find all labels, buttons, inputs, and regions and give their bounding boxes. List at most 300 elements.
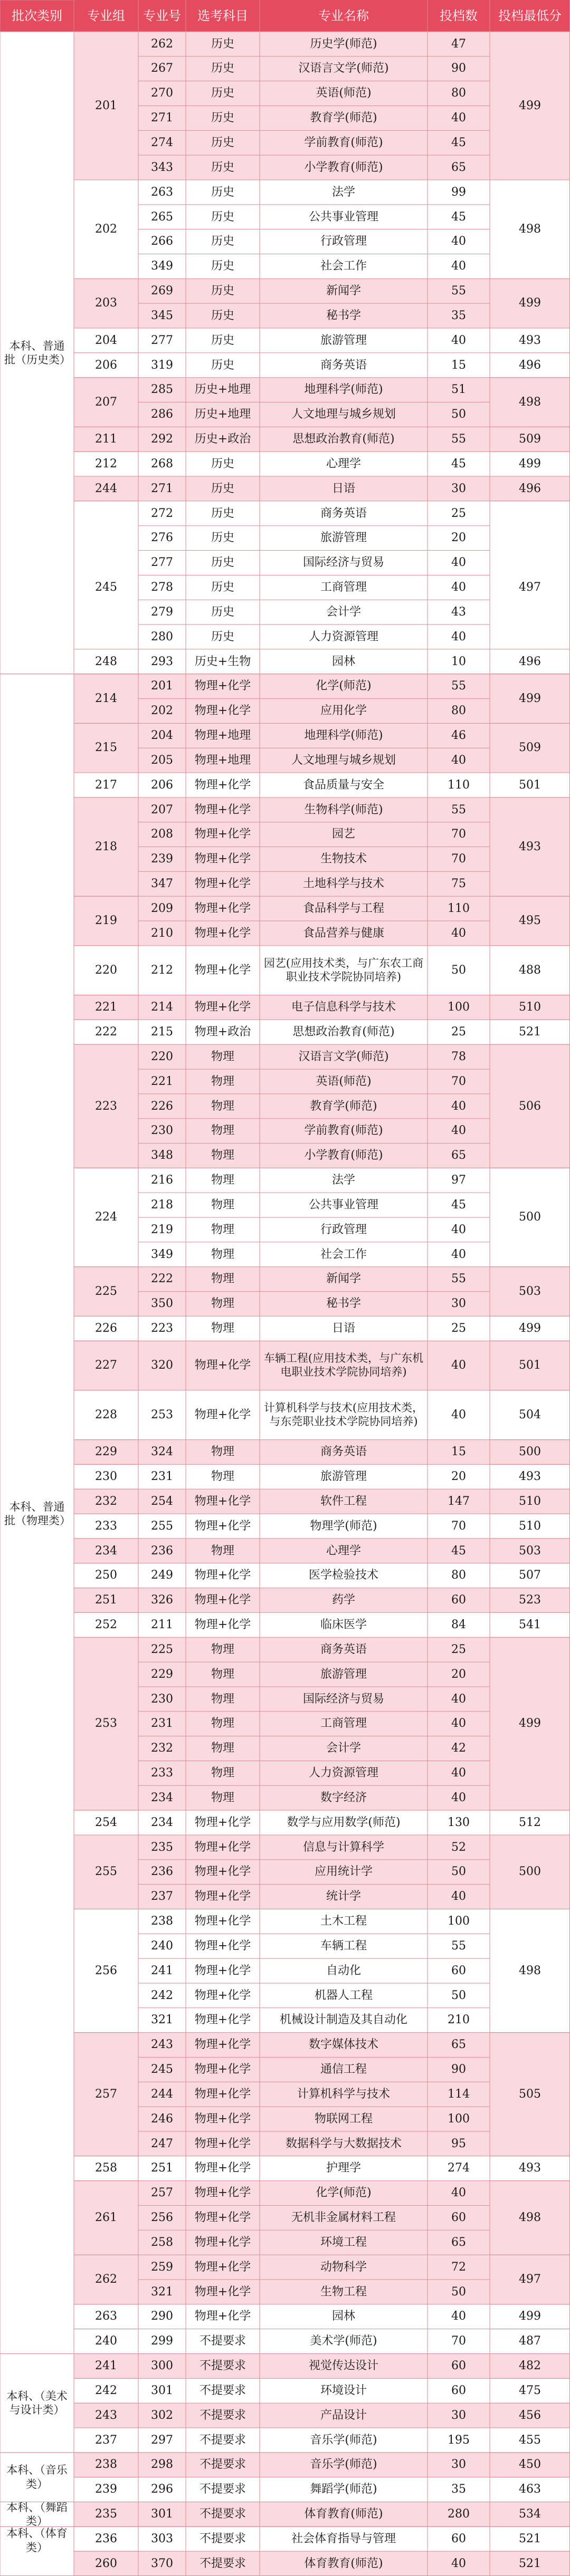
group-code: 228: [95, 1408, 117, 1421]
admission-count: 84: [451, 1618, 466, 1632]
major-name: 商务英语: [260, 1440, 428, 1465]
major-number: 219: [151, 1223, 173, 1236]
major-name: 物理学(师范): [310, 1519, 377, 1533]
group-code: 256: [95, 1964, 117, 1977]
min-score: 505: [490, 2033, 570, 2156]
admission-count: 45: [451, 1198, 466, 1212]
admission-count: 25: [428, 1637, 490, 1662]
subject-requirement: 物理+化学: [194, 1408, 251, 1421]
subject-requirement: 物理: [186, 1539, 260, 1563]
major-name: 会计学: [260, 1736, 428, 1761]
admission-count: 55: [428, 1267, 490, 1292]
min-score: 493: [519, 2161, 541, 2175]
major-number: 209: [138, 896, 186, 921]
group-code: 248: [95, 655, 117, 668]
major-name: 会计学: [326, 605, 361, 619]
group-code: 206: [95, 358, 117, 372]
subject-requirement: 物理+化学: [186, 1341, 260, 1390]
admission-count: 110: [448, 778, 470, 792]
major-number: 232: [138, 1736, 186, 1761]
admission-count: 100: [448, 1915, 470, 1928]
major-name: 园林: [331, 2310, 355, 2323]
major-number: 235: [138, 1835, 186, 1860]
major-number: 236: [138, 1860, 186, 1885]
major-name: 动物科学: [260, 2255, 428, 2280]
admission-count: 50: [428, 402, 490, 427]
subject-requirement: 历史+生物: [194, 655, 251, 668]
admission-count: 35: [428, 303, 490, 328]
major-name: 社会工作: [320, 1247, 367, 1261]
subject-requirement: 历史: [186, 56, 260, 81]
min-score: 498: [490, 378, 570, 427]
subject-requirement: 物理: [186, 1119, 260, 1143]
major-number: 251: [151, 2161, 173, 2175]
major-number: 244: [138, 2082, 186, 2107]
admission-count: 72: [428, 2255, 490, 2280]
major-name: 工商管理: [320, 581, 367, 594]
group-code: 224: [95, 1210, 117, 1224]
major-name: 商务英语: [320, 506, 367, 520]
major-number: 271: [138, 476, 186, 501]
subject-requirement: 历史: [186, 130, 260, 155]
group-code: 211: [74, 427, 138, 451]
subject-requirement: 物理: [186, 1736, 260, 1761]
major-name: 视觉传达设计: [260, 2353, 428, 2378]
min-score: 455: [519, 2433, 541, 2447]
major-number: 257: [138, 2181, 186, 2206]
group-code: 240: [95, 2334, 117, 2348]
major-number: 302: [138, 2403, 186, 2428]
major-number: 326: [138, 1588, 186, 1613]
major-number: 245: [138, 2057, 186, 2082]
group-code: 233: [95, 1519, 117, 1533]
admission-count: 60: [451, 2532, 466, 2545]
major-name: 地理科学(师范): [260, 378, 428, 402]
subject-requirement: 不提要求: [186, 2403, 260, 2428]
subject-requirement: 物理+化学: [186, 2230, 260, 2255]
admission-count: 65: [428, 2230, 490, 2255]
major-name: 软件工程: [260, 1489, 428, 1514]
batch-category: 本科、（音乐类）: [6, 2464, 68, 2491]
admission-count: 97: [451, 1174, 466, 1187]
major-name: 化学(师范): [260, 674, 428, 699]
subject-requirement: 物理+化学: [186, 2131, 260, 2156]
major-number: 226: [138, 1094, 186, 1119]
subject-requirement: 物理+化学: [186, 2255, 260, 2280]
major-number: 206: [151, 778, 173, 792]
header-cell-7: 投档最低分: [490, 0, 570, 32]
admission-count: 40: [428, 1341, 490, 1390]
admission-count: 80: [428, 699, 490, 724]
admission-count: 90: [428, 2057, 490, 2082]
admission-count: 47: [428, 32, 490, 56]
admission-count: 60: [451, 1964, 466, 1977]
major-name: 教育学(师范): [260, 106, 428, 131]
major-name: 产品设计: [260, 2403, 428, 2428]
admission-count: 280: [428, 2502, 490, 2526]
admission-count: 114: [428, 2082, 490, 2107]
major-number: 237: [138, 1885, 186, 1909]
group-code: 212: [95, 457, 117, 470]
min-score: 498: [490, 2181, 570, 2255]
subject-requirement: 物理: [186, 1687, 260, 1712]
admission-count: 40: [428, 1119, 490, 1143]
header-cell-1: 批次类别: [0, 0, 74, 32]
admission-count: 195: [448, 2433, 470, 2447]
major-name: 社会体育指导与管理: [291, 2532, 396, 2545]
major-name: 生物工程: [260, 2280, 428, 2304]
min-score: 497: [519, 581, 541, 594]
min-score: 510: [490, 995, 570, 1020]
major-number: 223: [151, 1322, 173, 1335]
subject-requirement: 历史: [211, 235, 234, 248]
admission-count: 52: [428, 1835, 490, 1860]
group-code: 260: [74, 2551, 138, 2576]
major-name: 应用统计学: [260, 1860, 428, 1885]
subject-requirement: 历史: [186, 476, 260, 501]
batch-category: 本科、普通批（历史类）: [4, 339, 71, 366]
subject-requirement: 不提要求: [199, 2334, 246, 2348]
min-score: 501: [490, 1341, 570, 1390]
major-name: 医学检验技术: [308, 1569, 378, 1582]
subject-requirement: 不提要求: [186, 2551, 260, 2576]
admission-count: 90: [428, 56, 490, 81]
major-number: 258: [138, 2230, 186, 2255]
major-name: 通信工程: [260, 2057, 428, 2082]
admission-count: 60: [428, 2353, 490, 2378]
major-number: 324: [138, 1440, 186, 1465]
group-code: 220: [95, 963, 117, 977]
group-code: 202: [95, 222, 117, 236]
min-score: 512: [519, 1815, 541, 1829]
subject-requirement: 历史: [211, 556, 234, 570]
admission-count: 43: [451, 605, 466, 619]
admission-count: 45: [451, 457, 466, 470]
min-score: 521: [490, 2551, 570, 2576]
major-number: 280: [151, 630, 173, 643]
min-score: 450: [490, 2453, 570, 2477]
major-name: 食品营养与健康: [260, 921, 428, 946]
subject-requirement: 历史: [211, 358, 234, 372]
major-number: 286: [138, 402, 186, 427]
subject-requirement: 历史: [186, 155, 260, 180]
admission-count: 40: [428, 1712, 490, 1736]
group-code: 229: [74, 1440, 138, 1465]
major-number: 254: [138, 1489, 186, 1514]
major-name: 小学教育(师范): [260, 1143, 428, 1168]
subject-requirement: 不提要求: [199, 2433, 246, 2447]
subject-requirement: 物理: [186, 1637, 260, 1662]
subject-requirement: 历史: [186, 32, 260, 56]
min-score: 500: [490, 1440, 570, 1465]
major-number: 246: [138, 2107, 186, 2131]
subject-requirement: 物理+化学: [194, 1939, 251, 1953]
major-number: 320: [138, 1341, 186, 1390]
header-cell-2: 专业组: [74, 0, 138, 32]
admission-count: 20: [428, 1662, 490, 1687]
major-name: 思想政治教育(师范): [260, 427, 428, 451]
major-name: 思想政治教育(师范): [292, 1025, 395, 1039]
major-name: 心理学: [326, 457, 361, 470]
min-score: 499: [519, 1322, 541, 1335]
major-number: 229: [138, 1662, 186, 1687]
admission-count: 40: [428, 1785, 490, 1810]
subject-requirement: 物理+化学: [194, 778, 251, 792]
admission-count: 274: [448, 2161, 470, 2175]
subject-requirement: 物理: [211, 1247, 234, 1261]
major-name: 旅游管理: [320, 1470, 367, 1484]
admission-count: 130: [448, 1815, 470, 1829]
batch-category: 本科、（舞蹈类）: [6, 2502, 68, 2527]
min-score: 496: [519, 655, 541, 668]
subject-requirement: 物理+地理: [186, 748, 260, 773]
admission-count: 25: [451, 1322, 466, 1335]
min-score: 510: [490, 1489, 570, 1514]
major-number: 238: [151, 1915, 173, 1928]
major-number: 300: [138, 2353, 186, 2378]
group-code: 219: [74, 896, 138, 946]
subject-requirement: 历史: [211, 581, 234, 594]
major-number: 216: [151, 1174, 173, 1187]
major-number: 234: [138, 1785, 186, 1810]
admission-count: 25: [451, 506, 466, 520]
major-number: 208: [138, 822, 186, 847]
group-code: 258: [95, 2161, 117, 2175]
subject-requirement: 历史+政治: [186, 427, 260, 451]
admission-count: 78: [428, 1044, 490, 1069]
admission-count: 40: [428, 921, 490, 946]
min-score: 510: [519, 1519, 541, 1533]
major-name: 环境工程: [260, 2230, 428, 2255]
major-name: 英语(师范): [260, 1069, 428, 1094]
subject-requirement: 物理+化学: [186, 2107, 260, 2131]
major-name: 应用化学: [260, 699, 428, 724]
admission-count: 95: [428, 2131, 490, 2156]
min-score: 493: [519, 1470, 541, 1484]
admission-count: 40: [428, 1885, 490, 1909]
group-code: 243: [74, 2403, 138, 2428]
major-name: 行政管理: [320, 235, 367, 248]
subject-requirement: 物理: [211, 1174, 234, 1187]
major-number: 265: [151, 210, 173, 224]
subject-requirement: 物理+化学: [186, 1860, 260, 1885]
major-number: 347: [138, 871, 186, 896]
major-number: 269: [138, 278, 186, 303]
subject-requirement: 历史: [211, 457, 234, 470]
subject-requirement: 物理+化学: [186, 2082, 260, 2107]
major-number: 215: [151, 1025, 173, 1039]
subject-requirement: 历史: [211, 531, 234, 545]
min-score: 493: [519, 333, 541, 347]
subject-requirement: 历史: [211, 333, 234, 347]
group-code: 207: [74, 378, 138, 427]
subject-requirement: 物理+化学: [194, 1618, 251, 1632]
min-score: 509: [490, 427, 570, 451]
major-name: 车辆工程: [320, 1939, 367, 1953]
major-number: 271: [138, 106, 186, 131]
major-number: 266: [151, 235, 173, 248]
subject-requirement: 物理+化学: [186, 2181, 260, 2206]
admission-count: 60: [451, 2383, 466, 2397]
major-name: 体育教育(师范): [260, 2551, 428, 2576]
subject-requirement: 物理+化学: [186, 2033, 260, 2058]
major-number: 292: [138, 427, 186, 451]
major-name: 旅游管理: [320, 531, 367, 545]
min-score: 521: [519, 2532, 541, 2545]
group-code: 252: [95, 1618, 117, 1632]
min-score: 499: [490, 1637, 570, 1810]
subject-requirement: 物理+化学: [194, 1815, 251, 1829]
major-name: 人文地理与城乡规划: [260, 748, 428, 773]
admission-count: 35: [451, 2483, 466, 2496]
subject-requirement: 物理+化学: [186, 822, 260, 847]
min-score: 499: [490, 278, 570, 328]
subject-requirement: 物理: [186, 1712, 260, 1736]
major-name: 园艺: [260, 822, 428, 847]
major-name: 护理学: [326, 2161, 361, 2175]
admission-count: 80: [428, 81, 490, 106]
min-score: 504: [519, 1408, 541, 1421]
major-name: 学前教育(师范): [260, 130, 428, 155]
major-name: 地理科学(师范): [260, 723, 428, 748]
group-code: 257: [74, 2033, 138, 2156]
min-score: 499: [490, 674, 570, 724]
min-score: 493: [490, 797, 570, 896]
subject-requirement: 物理+化学: [194, 963, 251, 977]
admission-count: 65: [428, 2033, 490, 2058]
admission-count: 25: [451, 1025, 466, 1039]
subject-requirement: 历史: [186, 106, 260, 131]
major-number: 211: [151, 1618, 173, 1632]
major-number: 231: [138, 1712, 186, 1736]
group-code: 262: [74, 2255, 138, 2304]
major-number: 202: [138, 699, 186, 724]
major-name: 舞蹈学(师范): [310, 2483, 377, 2496]
subject-requirement: 物理: [186, 1292, 260, 1316]
subject-requirement: 不提要求: [186, 2453, 260, 2477]
group-code: 234: [74, 1539, 138, 1563]
major-number: 247: [138, 2131, 186, 2156]
group-code: 251: [74, 1588, 138, 1613]
major-name: 计算机科学与技术: [260, 2082, 428, 2107]
admission-count: 40: [451, 581, 466, 594]
admission-count: 65: [428, 1143, 490, 1168]
major-name: 物联网工程: [260, 2107, 428, 2131]
major-name: 园艺(应用技术类，与广东农工商职业技术学院协同培养): [263, 957, 424, 983]
major-name: 新闻学: [260, 278, 428, 303]
admission-count: 50: [451, 963, 466, 977]
major-name: 数字经济: [260, 1785, 428, 1810]
major-name: 自动化: [326, 1964, 361, 1977]
major-number: 274: [138, 130, 186, 155]
major-name: 日语: [331, 1322, 355, 1335]
major-name: 小学教育(师范): [260, 155, 428, 180]
major-number: 270: [138, 81, 186, 106]
admission-count: 100: [428, 995, 490, 1020]
subject-requirement: 物理: [211, 1470, 234, 1484]
min-score: 488: [519, 963, 541, 977]
major-number: 236: [138, 1539, 186, 1563]
admission-count: 55: [451, 1939, 466, 1953]
subject-requirement: 物理+化学: [194, 1569, 251, 1582]
group-code: 238: [74, 2453, 138, 2477]
major-number: 242: [151, 1988, 173, 2002]
batch-category: 本科、（美术与设计类）: [6, 2389, 68, 2417]
major-name: 车辆工程(应用技术类，与广东机电职业技术学院协同培养): [260, 1341, 428, 1390]
major-name: 人文地理与城乡规划: [260, 402, 428, 427]
admission-count: 40: [428, 1094, 490, 1119]
admission-count: 40: [451, 2310, 466, 2323]
subject-requirement: 物理: [186, 1267, 260, 1292]
admission-count: 70: [428, 822, 490, 847]
subject-requirement: 物理+化学: [186, 847, 260, 872]
group-code: 241: [74, 2353, 138, 2378]
major-name: 社会工作: [320, 259, 367, 273]
admission-count: 55: [428, 674, 490, 699]
subject-requirement: 物理+化学: [186, 674, 260, 699]
subject-requirement: 物理: [211, 1223, 234, 1236]
subject-requirement: 物理+化学: [186, 871, 260, 896]
subject-requirement: 物理: [211, 1198, 234, 1212]
group-code: 201: [74, 32, 138, 180]
group-code: 215: [74, 723, 138, 773]
subject-requirement: 物理: [186, 1094, 260, 1119]
major-name: 人力资源管理: [260, 1761, 428, 1785]
major-name: 公共事业管理: [308, 210, 378, 224]
group-code: 261: [74, 2181, 138, 2255]
admission-count: 40: [451, 556, 466, 570]
subject-requirement: 物理+化学: [186, 1835, 260, 1860]
group-code: 227: [74, 1341, 138, 1390]
admission-count: 10: [451, 655, 466, 668]
major-number: 243: [138, 2033, 186, 2058]
group-code: 239: [95, 2483, 117, 2496]
admission-count: 40: [428, 1761, 490, 1785]
major-name: 行政管理: [320, 1223, 367, 1236]
major-number: 222: [138, 1267, 186, 1292]
major-name: 数字媒体技术: [260, 2033, 428, 2058]
subject-requirement: 物理: [186, 1761, 260, 1785]
major-name: 学前教育(师范): [260, 1119, 428, 1143]
major-name: 生物技术: [260, 847, 428, 872]
min-score: 463: [519, 2483, 541, 2496]
min-score: 503: [490, 1539, 570, 1563]
major-number: 230: [138, 1119, 186, 1143]
subject-requirement: 不提要求: [199, 2532, 246, 2545]
admission-count: 40: [428, 106, 490, 131]
subject-requirement: 历史: [211, 630, 234, 643]
major-name: 英语(师范): [260, 81, 428, 106]
subject-requirement: 物理: [211, 1322, 234, 1335]
admission-count: 60: [428, 2205, 490, 2230]
major-number: 349: [151, 259, 173, 273]
subject-requirement: 物理+化学: [194, 1519, 251, 1533]
major-name: 汉语言文学(师范): [260, 56, 428, 81]
major-name: 体育教育(师范): [260, 2502, 428, 2526]
admission-count: 45: [428, 1539, 490, 1563]
subject-requirement: 物理: [186, 1662, 260, 1687]
subject-requirement: 历史: [211, 605, 234, 619]
major-name: 商务英语: [260, 1637, 428, 1662]
major-number: 296: [151, 2483, 173, 2496]
subject-requirement: 物理: [186, 1044, 260, 1069]
header-cell-6: 投档数: [428, 0, 490, 32]
group-code: 235: [74, 2502, 138, 2526]
major-number: 303: [151, 2532, 173, 2545]
min-score: 499: [519, 457, 541, 470]
subject-requirement: 历史: [186, 278, 260, 303]
major-name: 电子信息科学与技术: [260, 995, 428, 1020]
